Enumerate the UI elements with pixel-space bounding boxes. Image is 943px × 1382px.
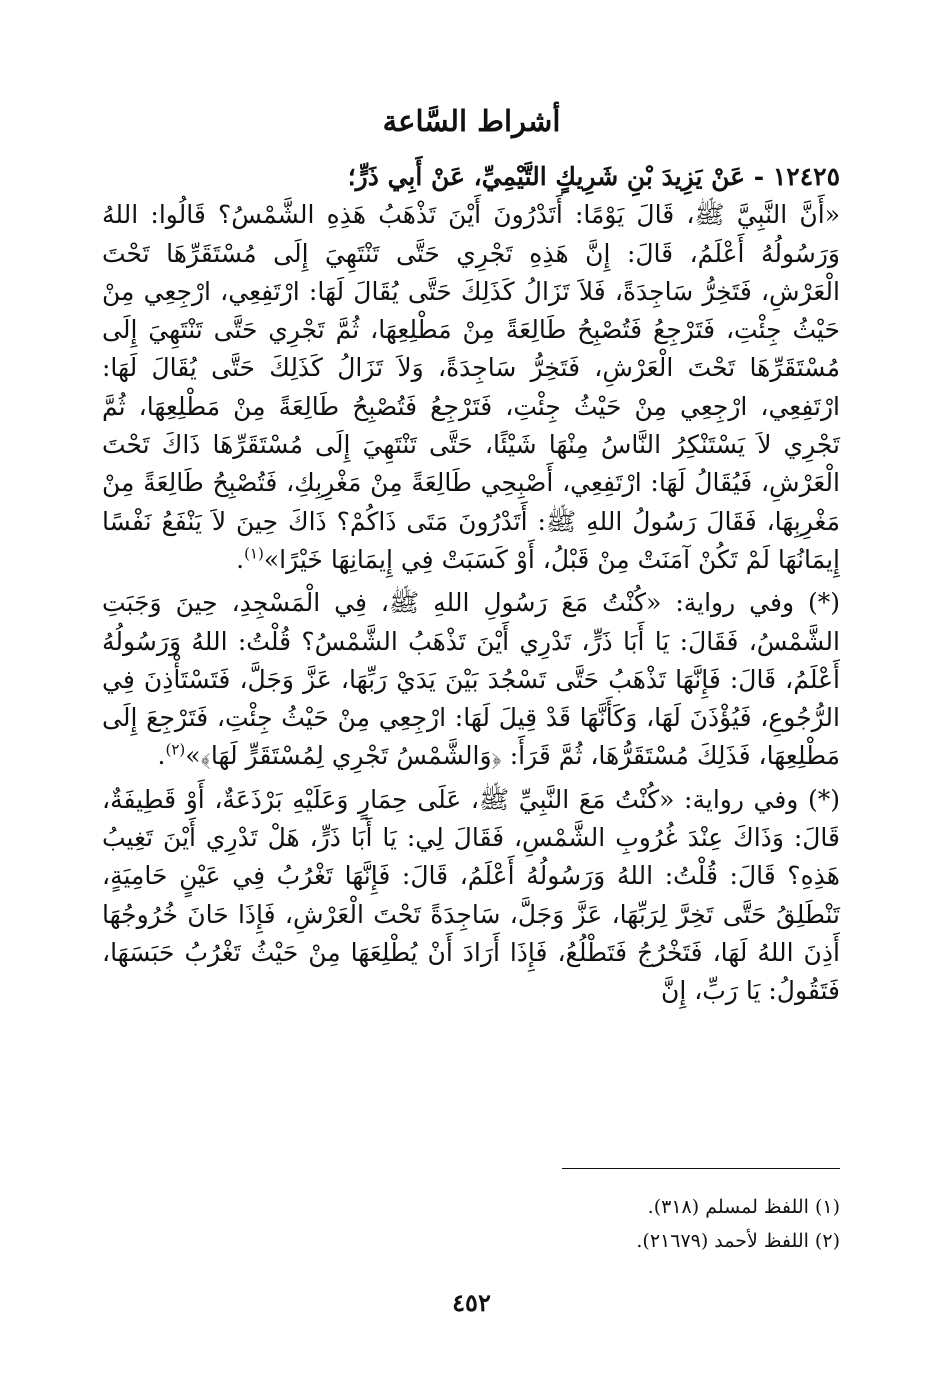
hadith-number: ١٢٤٢٥	[772, 162, 840, 191]
variant-paragraph-2	[102, 781, 840, 1011]
footnote-ref-1: (١)	[244, 544, 264, 563]
hadith-matn: «أَنَّ النَّبِيَّ ﷺ، قَالَ يَوْمًا: أَتَدْرُونَ أَيْنَ تَذْهَبُ هَذِهِ الشَّمْسُ؟ قَالُوا: اللهُ وَرَسُولُهُ أَعْلَمُ، قَالَ: إِنَّ هَذِهِ تَجْرِي حَتَّى تَنْتَهِيَ إِلَى مُسْتَقَرِّهَا تَحْتَ الْعَرْشِ، فَتَخِرُّ سَاجِدَةً، فَلاَ تَزَالُ كَذَلِكَ حَتَّى يُقَالَ لَهَا: ارْتَفِعِي، ارْجِعِي مِنْ حَيْثُ جِئْتِ، فَتَرْجِعُ فَتُصْبِحُ طَالِعَةً مِنْ مَطْلِعِهَا، ثُمَّ تَجْرِي حَتَّى تَنْتَهِيَ إِلَى مُسْتَقَرِّهَا تَحْتَ الْعَرْشِ، فَتَخِرُّ سَاجِدَةً، وَلاَ تَزَالُ كَذَلِكَ حَتَّى يُقَالَ لَهَا: ارْتَفِعِي، ارْجِعِي مِنْ حَيْثُ جِئْتِ، فَتَرْجِعُ فَتُصْبِحُ طَالِعَةً مِنْ مَطْلِعِهَا، ثُمَّ تَجْرِي لاَ يَسْتَنْكِرُ النَّاسُ مِنْهَا شَيْئًا، حَتَّى تَنْتَهِيَ إِلَى مُسْتَقَرِّهَا ذَاكَ تَحْتَ الْعَرْشِ، فَيُقَالُ لَهَا: ارْتَفِعِي، أَصْبِحِي طَالِعَةً مِنْ مَغْرِبِكِ، فَتُصْبِحُ طَالِعَةً مِنْ مَغْرِبِهَا، فَقَالَ رَسُولُ اللهِ ﷺ: أَتَدْرُونَ مَتَى ذَاكُمْ؟ ذَاكَ حِينَ لاَ يَنْفَعُ نَفْسًا إِيمَانُهَا لَمْ تَكُنْ آمَنَتْ مِنْ قَبْلُ، أَوْ كَسَبَتْ فِي إِيمَانِهَا خَيْرًا»	[102, 200, 840, 574]
hadith-isnad: - عَنْ يَزِيدَ بْنِ شَرِيكٍ التَّيْمِيِّ، عَنْ أَبِي ذَرٍّ؛	[347, 162, 765, 191]
footnotes	[102, 1190, 840, 1258]
footnote-ref-2: (٢)	[165, 741, 186, 760]
main-text	[102, 158, 840, 1011]
hadith-header	[348, 162, 840, 191]
footnote-divider	[562, 1168, 840, 1169]
hadith-paragraph: ١٢٤٢٥ - عَنْ يَزِيدَ بْنِ شَرِيكٍ التَّيْمِيِّ، عَنْ أَبِي ذَرٍّ؛ «أَنَّ النَّبِيَّ ﷺ، قَالَ يَوْمًا: أَتَدْرُونَ أَيْنَ تَذْهَبُ هَذِهِ الشَّمْسُ؟ قَالُوا: اللهُ وَرَسُولُهُ أَعْلَمُ، قَالَ: إِنَّ هَذِهِ تَجْرِي حَتَّى تَنْتَهِيَ إِلَى مُسْتَقَرِّهَا تَحْتَ الْعَرْشِ، فَتَخِرُّ سَاجِدَةً، فَلاَ تَزَالُ كَذَلِكَ حَتَّى يُقَالَ لَهَا: ارْتَفِعِي، ارْجِعِي مِنْ حَيْثُ جِئْتِ، فَتَرْجِعُ فَتُصْبِحُ طَالِعَةً مِنْ مَطْلِعِهَا، ثُمَّ تَجْرِي حَتَّى تَنْتَهِيَ إِلَى مُسْتَقَرِّهَا تَحْتَ الْعَرْشِ، فَتَخِرُّ سَاجِدَةً، وَلاَ تَزَالُ كَذَلِكَ حَتَّى يُقَالَ لَهَا: ارْتَفِعِي، ارْجِعِي مِنْ حَيْثُ جِئْتِ، فَتَرْجِعُ فَتُصْبِحُ طَالِعَةً مِنْ مَطْلِعِهَا، ثُمَّ تَجْرِي لاَ يَسْتَنْكِرُ النَّاسُ مِنْهَا شَيْئًا، حَتَّى تَنْتَهِيَ إِلَى مُسْتَقَرِّهَا ذَاكَ تَحْتَ الْعَرْشِ، فَيُقَالُ لَهَا: ارْتَفِعِي، أَصْبِحِي طَالِعَةً مِنْ مَغْرِبِكِ، فَتُصْبِحُ طَالِعَةً مِنْ مَغْرِبِهَا، فَقَالَ رَسُولُ اللهِ ﷺ: أَتَدْرُونَ مَتَى ذَاكُمْ؟ ذَاكَ حِينَ لاَ يَنْفَعُ نَفْسًا إِيمَانُهَا لَمْ تَكُنْ آمَنَتْ مِنْ قَبْلُ، أَوْ كَسَبَتْ فِي إِيمَانِهَا خَيْرًا»$^{(١)}$.	[102, 162, 840, 574]
footnote-2: (٢) اللفظ لأحمد (٢١٦٧٩).	[636, 1230, 840, 1252]
footnote-1: (١) اللفظ لمسلم (٣١٨).	[647, 1196, 840, 1218]
page-number: ٤٥٢	[452, 1288, 491, 1317]
variant-2-text: (*) وفي رواية: «كُنْتُ مَعَ النَّبِيِّ ﷺ، عَلَى حِمَارٍ وَعَلَيْهِ بَرْذَعَةٌ، أَوْ قَطِيفَةٌ، قَالَ: وَذَاكَ عِنْدَ غُرُوبِ الشَّمْسِ، فَقَالَ لِي: يَا أَبَا ذَرٍّ، هَلْ تَدْرِي أَيْنَ تَغِيبُ هَذِهِ؟ قَالَ: قُلْتُ: اللهُ وَرَسُولُهُ أَعْلَمُ، قَالَ: فَإِنَّهَا تَغْرُبُ فِي عَيْنٍ حَامِيَةٍ، تَنْطَلِقُ حَتَّى تَخِرَّ لِرَبِّهَا، عَزَّ وَجَلَّ، سَاجِدَةً تَحْتَ الْعَرْشِ، فَإِذَا حَانَ خُرُوجُهَا أَذِنَ اللهُ لَهَا، فَتَخْرُجُ فَتَطْلُعُ، فَإِذَا أَرَادَ أَنْ يُطْلِعَهَا مِنْ حَيْثُ تَغْرُبُ حَبَسَهَا، فَتَقُولُ: يَا رَبِّ، إِنَّ	[102, 784, 840, 1006]
variant-1-text: (*) وفي رواية: «كُنْتُ مَعَ رَسُولِ اللهِ ﷺ، فِي الْمَسْجِدِ، حِينَ وَجَبَتِ الشَّمْسُ، فَقَالَ: يَا أَبَا ذَرٍّ، تَدْرِي أَيْنَ تَذْهَبُ الشَّمْسُ؟ قُلْتُ: اللهُ وَرَسُولُهُ أَعْلَمُ، قَالَ: فَإِنَّهَا تَذْهَبُ حَتَّى تَسْجُدَ بَيْنَ يَدَيْ رَبِّهَا، عَزَّ وَجَلَّ، فَتَسْتَأْذِنَ فِي الرُّجُوعِ، فَيُؤْذَنَ لَهَا، وَكَأَنَّهَا قَدْ قِيلَ لَهَا: ارْجِعِي مِنْ حَيْثُ جِئْتِ، فَتَرْجِعَ إِلَى مَطْلِعِهَا، فَذَلِكَ مُسْتَقَرُّهَا، ثُمَّ قَرَأَ: ﴿وَالشَّمْسُ تَجْرِي لِمُسْتَقَرٍّ لَهَا﴾»	[102, 588, 840, 771]
page-title: أشراط السَّاعة	[382, 104, 561, 138]
variant-paragraph-1: (*) وفي رواية: «كُنْتُ مَعَ رَسُولِ اللهِ ﷺ، فِي الْمَسْجِدِ، حِينَ وَجَبَتِ الشَّمْسُ، فَقَالَ: يَا أَبَا ذَرٍّ، تَدْرِي أَيْنَ تَذْهَبُ الشَّمْسُ؟ قُلْتُ: اللهُ وَرَسُولُهُ أَعْلَمُ، قَالَ: فَإِنَّهَا تَذْهَبُ حَتَّى تَسْجُدَ بَيْنَ يَدَيْ رَبِّهَا، عَزَّ وَجَلَّ، فَتَسْتَأْذِنَ فِي الرُّجُوعِ، فَيُؤْذَنَ لَهَا، وَكَأَنَّهَا قَدْ قِيلَ لَهَا: ارْجِعِي مِنْ حَيْثُ جِئْتِ، فَتَرْجِعَ إِلَى مَطْلِعِهَا، فَذَلِكَ مُسْتَقَرُّهَا، ثُمَّ قَرَأَ: ﴿وَالشَّمْسُ تَجْرِي لِمُسْتَقَرٍّ لَهَا﴾»$^{(٢)}$.	[102, 588, 840, 771]
